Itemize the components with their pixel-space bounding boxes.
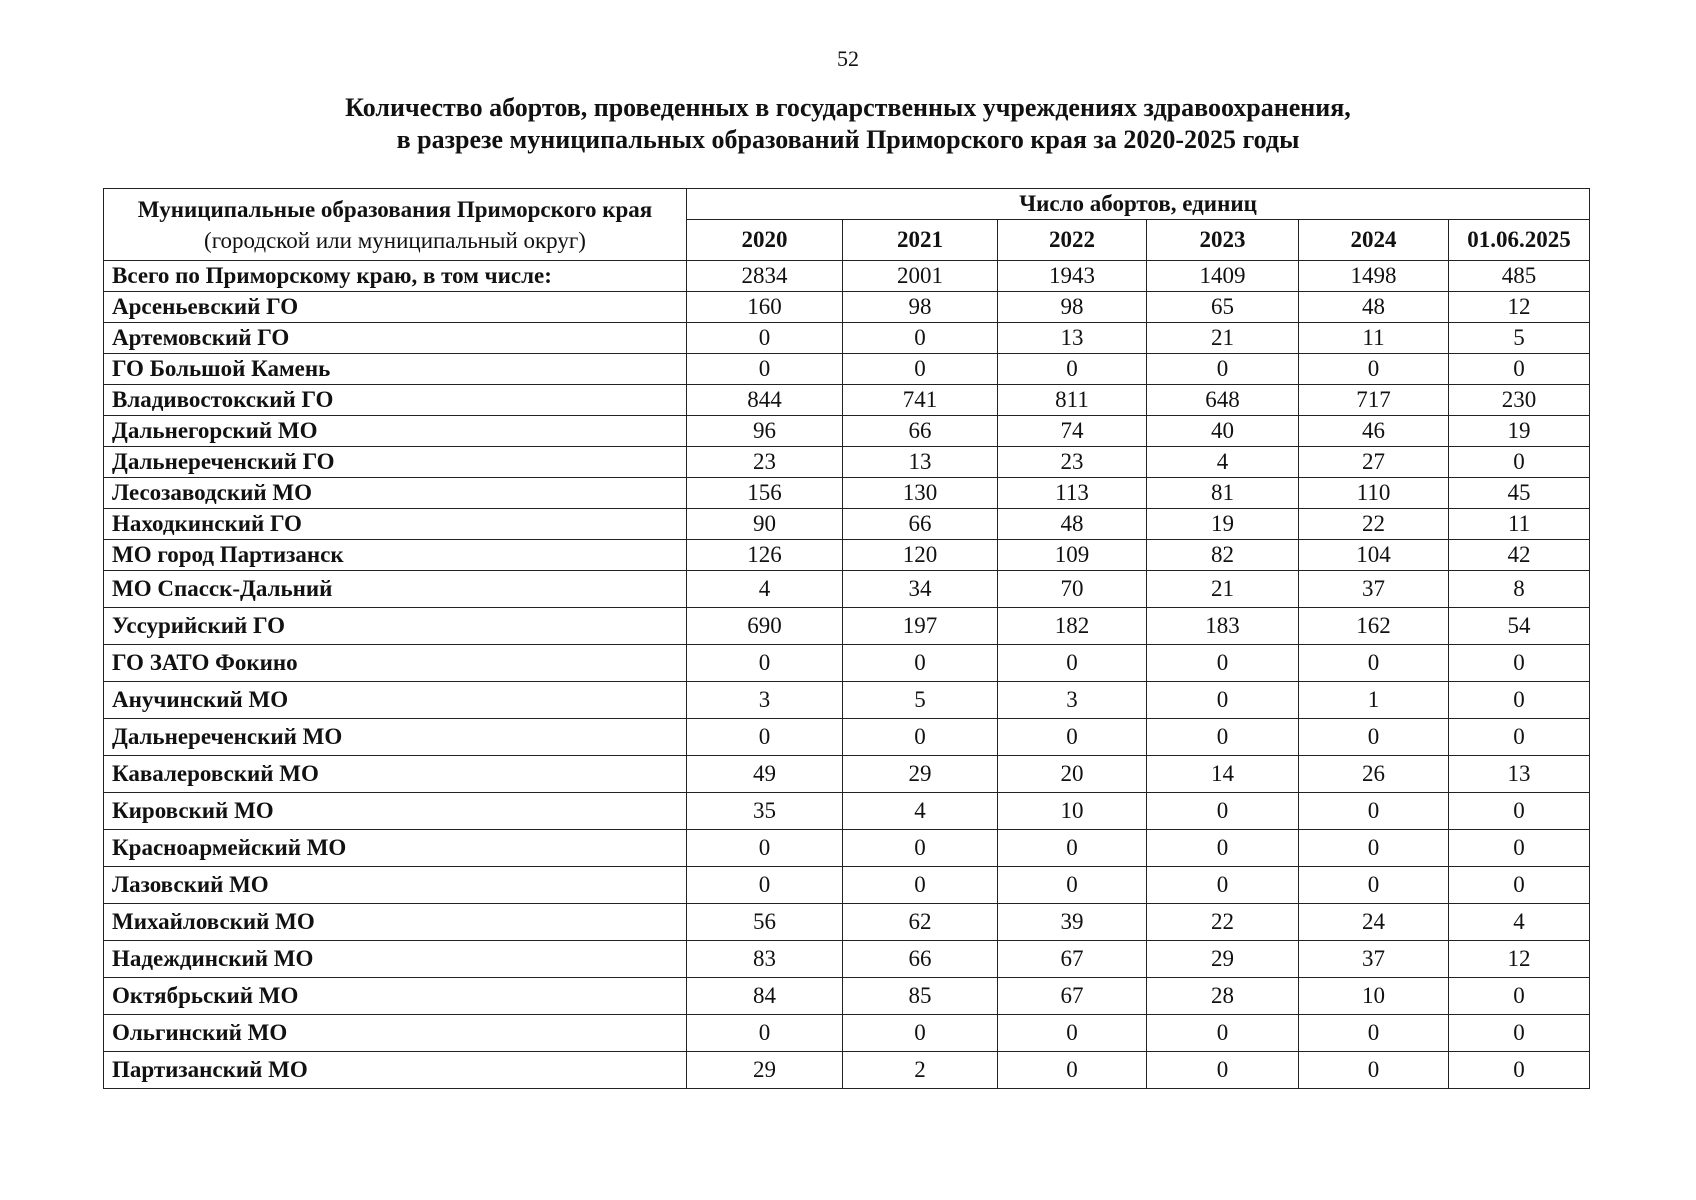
value-cell: 4: [1449, 904, 1590, 941]
value-cell: 10: [998, 793, 1147, 830]
value-cell: 11: [1299, 323, 1449, 354]
value-cell: 29: [843, 756, 998, 793]
value-cell: 1: [1299, 682, 1449, 719]
value-cell: 23: [998, 447, 1147, 478]
municipality-name-cell: Лазовский МО: [104, 867, 687, 904]
value-cell: 37: [1299, 571, 1449, 608]
table-row: [104, 1015, 1590, 1052]
value-cell: 11: [1449, 509, 1590, 540]
value-cell: 70: [998, 571, 1147, 608]
table-row: [104, 904, 1590, 941]
value-cell: 28: [1147, 978, 1299, 1015]
value-cell: 2001: [843, 261, 998, 292]
municipality-name-cell: Дальнереченский МО: [104, 719, 687, 756]
value-cell: 0: [1299, 830, 1449, 867]
value-cell: 0: [1449, 978, 1590, 1015]
value-cell: 26: [1299, 756, 1449, 793]
value-cell: 0: [687, 1015, 843, 1052]
value-cell: 0: [1449, 719, 1590, 756]
value-cell: 0: [998, 354, 1147, 385]
municipality-name-cell: Михайловский МО: [104, 904, 687, 941]
municipality-name-cell: Всего по Приморскому краю, в том числе:: [104, 261, 687, 292]
value-cell: 98: [843, 292, 998, 323]
value-cell: 485: [1449, 261, 1590, 292]
value-cell: 0: [1147, 719, 1299, 756]
table-row: [104, 447, 1590, 478]
value-cell: 1498: [1299, 261, 1449, 292]
table-row: [104, 385, 1590, 416]
value-cell: 65: [1147, 292, 1299, 323]
municipality-column-header: [104, 189, 687, 261]
value-cell: 19: [1449, 416, 1590, 447]
value-cell: 104: [1299, 540, 1449, 571]
value-cell: 3: [687, 682, 843, 719]
value-cell: 0: [1449, 1052, 1590, 1089]
value-cell: 56: [687, 904, 843, 941]
table-row: [104, 292, 1590, 323]
value-cell: 0: [1449, 867, 1590, 904]
value-cell: 66: [843, 416, 998, 447]
table-row: [104, 941, 1590, 978]
value-cell: 24: [1299, 904, 1449, 941]
value-cell: 90: [687, 509, 843, 540]
value-cell: 2834: [687, 261, 843, 292]
value-cell: 5: [843, 682, 998, 719]
document-title-line-1: Количество абортов, проведенных в государственных учреждениях здравоохранения,: [345, 93, 1351, 122]
municipality-name-cell: Артемовский ГО: [104, 323, 687, 354]
value-cell: 29: [687, 1052, 843, 1089]
value-cell: 13: [1449, 756, 1590, 793]
value-cell: 4: [843, 793, 998, 830]
municipality-name-cell: МО Спасск-Дальний: [104, 571, 687, 608]
value-cell: 844: [687, 385, 843, 416]
value-cell: 54: [1449, 608, 1590, 645]
value-cell: 182: [998, 608, 1147, 645]
municipality-name-cell: Надеждинский МО: [104, 941, 687, 978]
municipality-name-cell: Дальнегорский МО: [104, 416, 687, 447]
value-cell: 4: [687, 571, 843, 608]
municipality-name-cell: Уссурийский ГО: [104, 608, 687, 645]
value-cell: 48: [1299, 292, 1449, 323]
value-cell: 27: [1299, 447, 1449, 478]
value-cell: 0: [998, 830, 1147, 867]
year-header: 2020: [687, 220, 843, 261]
value-cell: 0: [1449, 645, 1590, 682]
value-cell: 0: [1147, 645, 1299, 682]
value-cell: 1943: [998, 261, 1147, 292]
value-cell: 0: [1449, 354, 1590, 385]
value-cell: 66: [843, 509, 998, 540]
municipality-name-cell: Кавалеровский МО: [104, 756, 687, 793]
table-row: [104, 793, 1590, 830]
value-cell: 160: [687, 292, 843, 323]
value-cell: 62: [843, 904, 998, 941]
value-cell: 84: [687, 978, 843, 1015]
value-cell: 717: [1299, 385, 1449, 416]
value-cell: 3: [998, 682, 1147, 719]
value-cell: 0: [998, 719, 1147, 756]
municipality-name-cell: ГО ЗАТО Фокино: [104, 645, 687, 682]
value-cell: 21: [1147, 571, 1299, 608]
value-cell: 39: [998, 904, 1147, 941]
value-cell: 20: [998, 756, 1147, 793]
value-cell: 0: [1147, 830, 1299, 867]
value-cell: 648: [1147, 385, 1299, 416]
value-cell: 10: [1299, 978, 1449, 1015]
value-cell: 19: [1147, 509, 1299, 540]
value-cell: 82: [1147, 540, 1299, 571]
table-row: [104, 323, 1590, 354]
value-cell: 23: [687, 447, 843, 478]
table-row: [104, 830, 1590, 867]
value-cell: 83: [687, 941, 843, 978]
table-row: [104, 645, 1590, 682]
value-cell: 48: [998, 509, 1147, 540]
value-cell: 0: [1147, 682, 1299, 719]
value-cell: 109: [998, 540, 1147, 571]
value-cell: 0: [998, 1052, 1147, 1089]
value-cell: 130: [843, 478, 998, 509]
page-number: 52: [837, 46, 859, 71]
document-title-line-2: в разрезе муниципальных образований Приморского края за 2020-2025 годы: [396, 125, 1300, 154]
value-cell: 0: [1147, 354, 1299, 385]
value-cell: 29: [1147, 941, 1299, 978]
year-header: 01.06.2025: [1449, 220, 1590, 261]
value-cell: 0: [1449, 682, 1590, 719]
abortions-table-container: [103, 188, 1589, 1089]
table-row: [104, 978, 1590, 1015]
value-cell: 0: [1147, 1015, 1299, 1052]
municipality-name-cell: Красноармейский МО: [104, 830, 687, 867]
value-cell: 0: [687, 354, 843, 385]
table-row: [104, 1052, 1590, 1089]
value-cell: 0: [1147, 867, 1299, 904]
value-cell: 0: [998, 1015, 1147, 1052]
value-cell: 85: [843, 978, 998, 1015]
abortions-table: [103, 188, 1590, 1089]
value-cell: 8: [1449, 571, 1590, 608]
value-cell: 21: [1147, 323, 1299, 354]
value-cell: 156: [687, 478, 843, 509]
value-cell: 0: [843, 719, 998, 756]
value-cell: 0: [1147, 793, 1299, 830]
table-row: [104, 571, 1590, 608]
value-cell: 49: [687, 756, 843, 793]
municipality-name-cell: МО город Партизанск: [104, 540, 687, 571]
value-cell: 0: [1449, 793, 1590, 830]
value-cell: 12: [1449, 941, 1590, 978]
value-cell: 0: [843, 323, 998, 354]
value-cell: 12: [1449, 292, 1590, 323]
value-cell: 37: [1299, 941, 1449, 978]
value-cell: 98: [998, 292, 1147, 323]
value-cell: 14: [1147, 756, 1299, 793]
value-cell: 81: [1147, 478, 1299, 509]
value-cell: 0: [687, 645, 843, 682]
value-cell: 0: [687, 719, 843, 756]
value-cell: 120: [843, 540, 998, 571]
value-cell: 42: [1449, 540, 1590, 571]
value-cell: 67: [998, 941, 1147, 978]
table-row: [104, 682, 1590, 719]
value-cell: 126: [687, 540, 843, 571]
municipality-header-line-2: (городской или муниципальный округ): [204, 227, 586, 253]
municipality-name-cell: Находкинский ГО: [104, 509, 687, 540]
municipality-name-cell: Владивостокский ГО: [104, 385, 687, 416]
value-cell: 113: [998, 478, 1147, 509]
table-header-row-group: [104, 189, 1590, 220]
table-row: [104, 509, 1590, 540]
value-cell: 74: [998, 416, 1147, 447]
value-cell: 230: [1449, 385, 1590, 416]
value-cell: 22: [1147, 904, 1299, 941]
value-cell: 2: [843, 1052, 998, 1089]
value-cell: 690: [687, 608, 843, 645]
value-cell: 0: [1299, 1015, 1449, 1052]
value-cell: 0: [843, 867, 998, 904]
value-cell: 34: [843, 571, 998, 608]
value-cell: 0: [1449, 447, 1590, 478]
value-cell: 0: [998, 867, 1147, 904]
value-cell: 741: [843, 385, 998, 416]
value-cell: 5: [1449, 323, 1590, 354]
municipality-name-cell: Лесозаводский МО: [104, 478, 687, 509]
table-row: [104, 867, 1590, 904]
value-cell: 0: [1299, 793, 1449, 830]
value-cell: 0: [1299, 719, 1449, 756]
value-cell: 0: [1449, 830, 1590, 867]
table-row: [104, 719, 1590, 756]
table-row: [104, 540, 1590, 571]
value-cell: 46: [1299, 416, 1449, 447]
value-cell: 22: [1299, 509, 1449, 540]
value-cell: 96: [687, 416, 843, 447]
value-cell: 110: [1299, 478, 1449, 509]
value-cell: 35: [687, 793, 843, 830]
value-cell: 13: [998, 323, 1147, 354]
value-cell: 0: [843, 645, 998, 682]
value-cell: 0: [998, 645, 1147, 682]
municipality-name-cell: Арсеньевский ГО: [104, 292, 687, 323]
value-cell: 4: [1147, 447, 1299, 478]
municipality-name-cell: Партизанский МО: [104, 1052, 687, 1089]
value-cell: 0: [1299, 354, 1449, 385]
value-cell: 162: [1299, 608, 1449, 645]
value-cell: 0: [687, 867, 843, 904]
value-cell: 0: [687, 830, 843, 867]
value-cell: 0: [843, 354, 998, 385]
value-cell: 1409: [1147, 261, 1299, 292]
value-cell: 45: [1449, 478, 1590, 509]
abortion-count-group-header: Число абортов, единиц: [687, 189, 1590, 220]
value-cell: 811: [998, 385, 1147, 416]
value-cell: 0: [1299, 1052, 1449, 1089]
table-row: [104, 478, 1590, 509]
value-cell: 0: [687, 323, 843, 354]
value-cell: 13: [843, 447, 998, 478]
document-title: [0, 92, 1696, 156]
value-cell: 67: [998, 978, 1147, 1015]
municipality-name-cell: Анучинский МО: [104, 682, 687, 719]
value-cell: 0: [843, 1015, 998, 1052]
value-cell: 0: [1299, 645, 1449, 682]
value-cell: 66: [843, 941, 998, 978]
year-header: 2021: [843, 220, 998, 261]
value-cell: 0: [1147, 1052, 1299, 1089]
value-cell: 183: [1147, 608, 1299, 645]
value-cell: 197: [843, 608, 998, 645]
table-row: [104, 354, 1590, 385]
value-cell: 0: [843, 830, 998, 867]
municipality-header-line-1: Муниципальные образования Приморского края: [137, 196, 653, 222]
table-row: [104, 608, 1590, 645]
municipality-name-cell: Ольгинский МО: [104, 1015, 687, 1052]
value-cell: 0: [1449, 1015, 1590, 1052]
municipality-name-cell: ГО Большой Камень: [104, 354, 687, 385]
table-row: [104, 416, 1590, 447]
value-cell: 40: [1147, 416, 1299, 447]
table-body: [104, 261, 1590, 1089]
year-header: 2024: [1299, 220, 1449, 261]
year-header: 2023: [1147, 220, 1299, 261]
municipality-name-cell: Дальнереченский ГО: [104, 447, 687, 478]
table-row: [104, 756, 1590, 793]
year-header: 2022: [998, 220, 1147, 261]
municipality-name-cell: Октябрьский МО: [104, 978, 687, 1015]
municipality-name-cell: Кировский МО: [104, 793, 687, 830]
table-row-total: [104, 261, 1590, 292]
value-cell: 0: [1299, 867, 1449, 904]
